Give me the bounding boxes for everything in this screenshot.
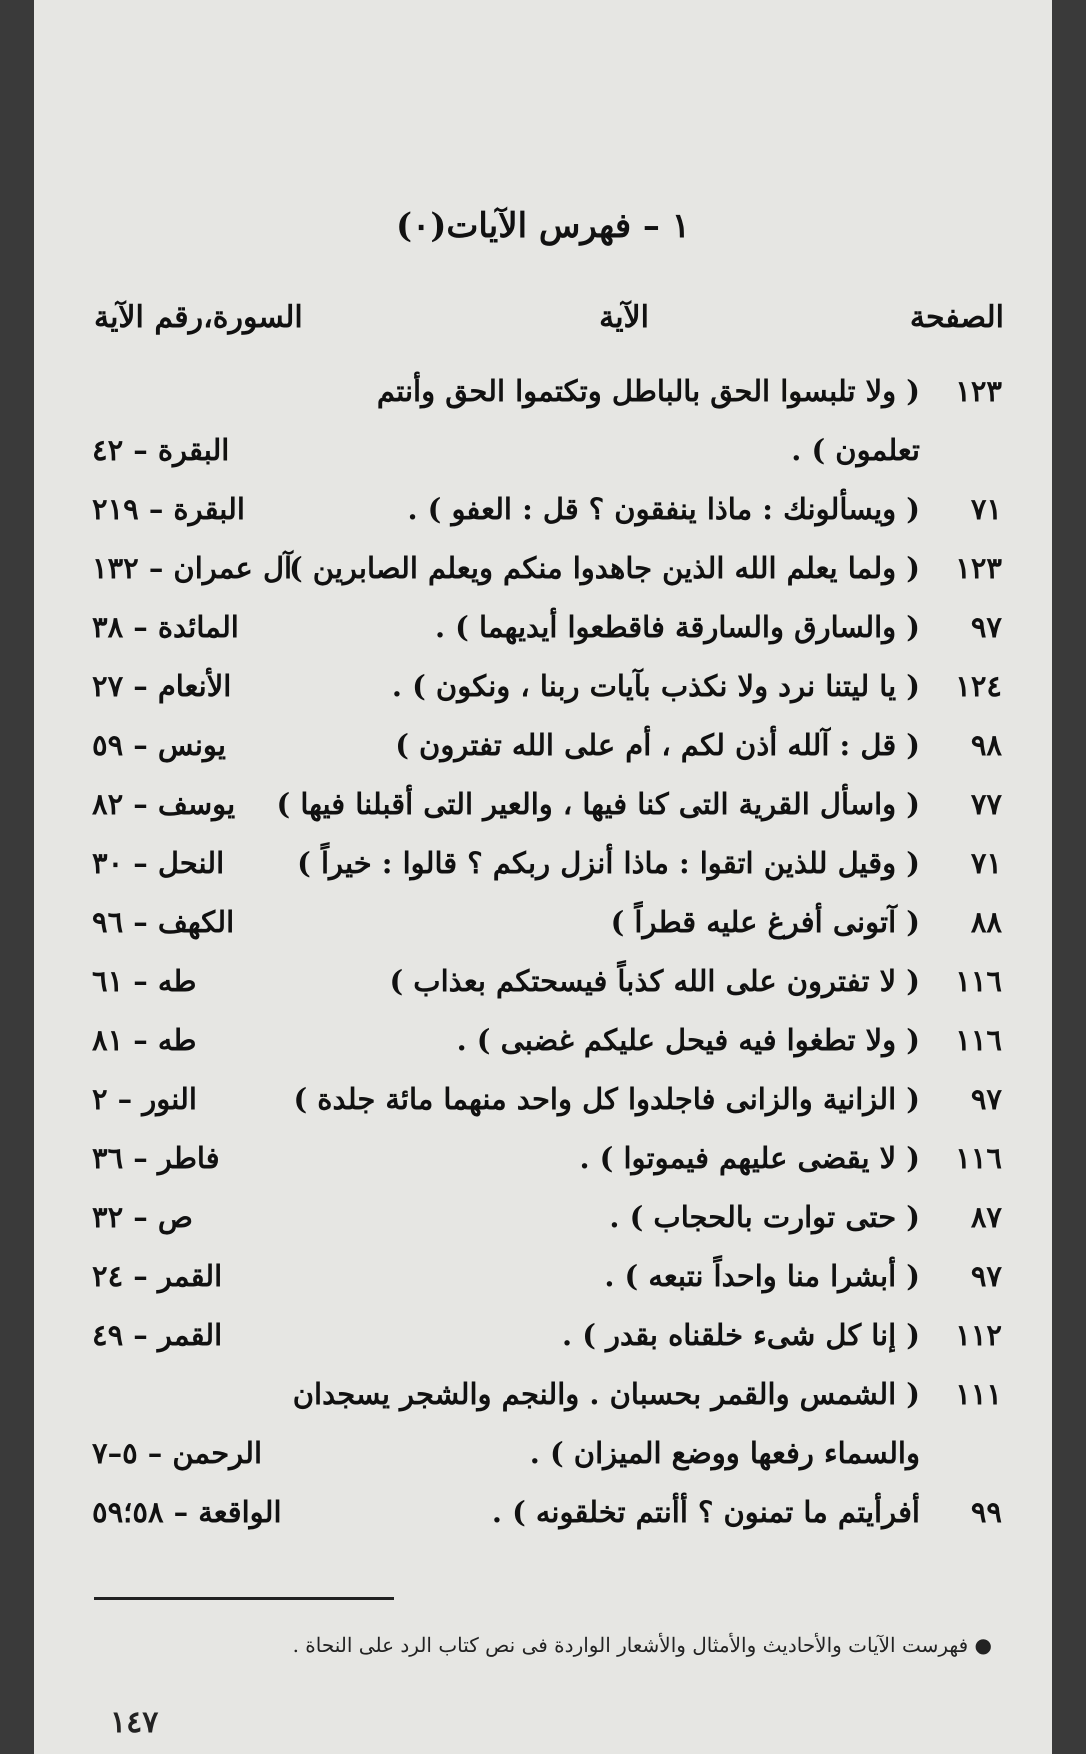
header-verse: الآية xyxy=(599,300,649,335)
row-page: ١١٢ xyxy=(955,1318,1002,1352)
row-page: ٧٧ xyxy=(970,787,1002,821)
row-verse: ( حتى توارت بالحجاب ) . xyxy=(609,1200,920,1234)
index-row xyxy=(34,1194,1052,1253)
index-row xyxy=(34,958,1052,1017)
index-row xyxy=(34,1312,1052,1371)
index-row xyxy=(34,1076,1052,1135)
row-ref: القمر – ٢٤ xyxy=(92,1259,223,1293)
row-page: ٩٩ xyxy=(970,1495,1002,1529)
row-verse: ( إنا كل شىء خلقناه بقدر ) . xyxy=(562,1318,920,1352)
row-verse: ( واسأل القرية التى كنا فيها ، والعير التى أقبلنا فيها ) xyxy=(276,787,920,821)
row-verse: ( ولا تطغوا فيه فيحل عليكم غضبى ) . xyxy=(456,1023,920,1057)
index-row xyxy=(34,1017,1052,1076)
index-row xyxy=(34,1135,1052,1194)
row-ref: الأنعام – ٢٧ xyxy=(92,669,232,703)
index-row xyxy=(34,1371,1052,1430)
row-verse: أفرأيتم ما تمنون ؟ أأنتم تخلقونه ) . xyxy=(491,1495,920,1529)
row-verse: تعلمون ) . xyxy=(791,433,920,467)
index-row xyxy=(34,368,1052,427)
row-verse: ( أبشرا منا واحداً نتبعه ) . xyxy=(604,1259,920,1293)
row-verse: ( قل : آلله أذن لكم ، أم على الله تفترون ) xyxy=(395,728,920,762)
row-page: ٩٧ xyxy=(970,610,1002,644)
row-verse: ( ويسألونك : ماذا ينفقون ؟ قل : العفو ) . xyxy=(407,492,920,526)
row-verse: ( ولما يعلم الله الذين جاهدوا منكم ويعلم الصابرين ) xyxy=(288,551,920,585)
index-table xyxy=(34,368,1052,1548)
row-ref: البقرة – ٢١٩ xyxy=(92,492,245,526)
row-ref: المائدة – ٣٨ xyxy=(92,610,239,644)
row-verse: ( آتونى أفرغ عليه قطراً ) xyxy=(610,905,920,939)
row-verse: ( يا ليتنا نرد ولا نكذب بآيات ربنا ، ونكون ) . xyxy=(391,669,920,703)
row-page: ١٢٤ xyxy=(955,669,1002,703)
row-ref: الواقعة – ٥٨؛٥٩ xyxy=(92,1495,282,1529)
index-row xyxy=(34,899,1052,958)
row-ref: يوسف – ٨٢ xyxy=(92,787,236,821)
row-page: ١٢٣ xyxy=(955,374,1002,408)
row-page: ٧١ xyxy=(970,492,1002,526)
row-ref: الكهف – ٩٦ xyxy=(92,905,235,939)
row-verse: والسماء رفعها ووضع الميزان ) . xyxy=(529,1436,920,1470)
row-page: ١٢٣ xyxy=(955,551,1002,585)
index-row xyxy=(34,722,1052,781)
row-page: ٧١ xyxy=(970,846,1002,880)
row-ref: يونس – ٥٩ xyxy=(92,728,226,762)
index-row xyxy=(34,604,1052,663)
row-ref: طه – ٨١ xyxy=(92,1023,197,1057)
row-ref: طه – ٦١ xyxy=(92,964,197,998)
header-page: الصفحة xyxy=(909,300,1004,335)
row-page: ٩٨ xyxy=(970,728,1002,762)
row-ref: ص – ٣٢ xyxy=(92,1200,193,1234)
row-page: ٨٧ xyxy=(970,1200,1002,1234)
row-verse: ( وقيل للذين اتقوا : ماذا أنزل ربكم ؟ قالوا : خيراً ) xyxy=(297,846,920,880)
row-verse: ( لا يقضى عليهم فيموتوا ) . xyxy=(579,1141,920,1175)
row-verse: ( ولا تلبسوا الحق بالباطل وتكتموا الحق وأنتم xyxy=(376,374,920,408)
row-ref: القمر – ٤٩ xyxy=(92,1318,223,1352)
column-headers xyxy=(94,300,1004,350)
row-page: ١١١ xyxy=(955,1377,1002,1411)
index-row xyxy=(34,1430,1052,1489)
page-number: ١٤٧ xyxy=(110,1705,159,1740)
row-ref: النور – ٢ xyxy=(92,1082,197,1116)
header-surah-ref: السورة،رقم الآية xyxy=(94,300,303,335)
row-ref: البقرة – ٤٢ xyxy=(92,433,230,467)
row-verse: ( لا تفترون على الله كذباً فيسحتكم بعذاب ) xyxy=(389,964,920,998)
row-page: ١١٦ xyxy=(955,964,1002,998)
footnote: ● فهرست الآيات والأحاديث والأمثال والأشعار الواردة فى نص كتاب الرد على النحاة . xyxy=(292,1633,992,1657)
row-ref: الرحمن – ٥–٧ xyxy=(92,1436,263,1470)
index-row xyxy=(34,545,1052,604)
index-row xyxy=(34,486,1052,545)
row-page: ١١٦ xyxy=(955,1023,1002,1057)
row-ref: فاطر – ٣٦ xyxy=(92,1141,220,1175)
row-verse: ( الشمس والقمر بحسبان . والنجم والشجر يسجدان xyxy=(292,1377,920,1411)
index-row xyxy=(34,427,1052,486)
row-verse: ( الزانية والزانى فاجلدوا كل واحد منهما مائة جلدة ) xyxy=(293,1082,920,1116)
row-page: ٨٨ xyxy=(970,905,1002,939)
row-page: ١١٦ xyxy=(955,1141,1002,1175)
row-verse: ( والسارق والسارقة فاقطعوا أيديهما ) . xyxy=(434,610,920,644)
index-row xyxy=(34,663,1052,722)
index-row xyxy=(34,1253,1052,1312)
row-page: ٩٧ xyxy=(970,1082,1002,1116)
index-row xyxy=(34,1489,1052,1548)
index-row xyxy=(34,781,1052,840)
row-ref: النحل – ٣٠ xyxy=(92,846,225,880)
row-page: ٩٧ xyxy=(970,1259,1002,1293)
footnote-divider xyxy=(94,1597,394,1600)
index-row xyxy=(34,840,1052,899)
document-page xyxy=(34,0,1052,1754)
page-title: ١ – فهرس الآيات(٠) xyxy=(395,206,691,246)
row-ref: آل عمران – ١٣٢ xyxy=(92,551,293,585)
